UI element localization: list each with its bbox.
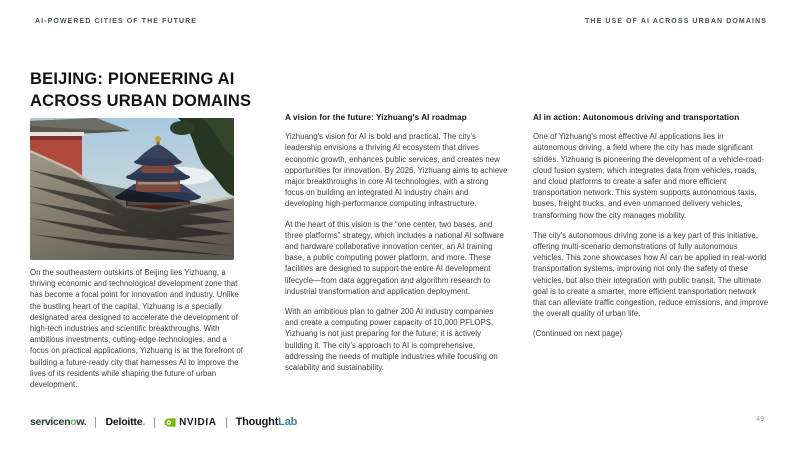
header-left-label: AI-POWERED CITIES OF THE FUTURE <box>35 18 198 25</box>
nvidia-eye-icon <box>164 418 176 427</box>
thoughtlab-lab: Lab <box>278 416 298 428</box>
continued-note: (Continued on next page) <box>533 329 623 339</box>
section-heading-vision: A vision for the future: Yizhuang's AI roadmap <box>285 113 467 122</box>
servicenow-text-end: w. <box>76 416 87 428</box>
nvidia-logo <box>164 417 217 428</box>
deloitte-text: Deloitte <box>105 416 143 428</box>
ai-action-column <box>533 112 769 349</box>
paragraph: The city's autonomous driving zone is a key part of this initiative, offering multi-scenario demonstrations of fully autonomous vehicles. This zone showcases how AI can be applied in real-world transportation systems, improving not only the safety of these vehicles, but also their integration with public transit. The ultimate goal is to create a smarter, more efficient transportation network that can alleviate traffic congestion, reduce emissions, and improve the overall quality of urban life. <box>533 230 769 319</box>
intro-paragraph: On the southeastern outskirts of Beijing lies Yizhuang, a thriving economic and technological development zone that has become a focal point for innovation and industry. Unlike the bustling heart of the capital, Yizhuang is a specially designated area designed to accelerate the development of high-tech industries and scientific breakthroughs. With ambitious investments, cutting-edge technologies, and a focus on practical applications, Yizhuang is at the forefront of building a future-ready city that harnesses AI to improve the lives of its residents while shaping the future of urban development. <box>30 268 243 390</box>
paragraph: At the heart of this vision is the “one center, two bases, and three platforms” strategy, which includes a national AI software and hardware collaborative innovation center, an AI training base, a public computing power platform, and more. These facilities are designed to support the entire AI development lifecycle—from data aggregation and algorithm research to industrial transformation and application deployment. <box>285 219 504 296</box>
intro-column <box>30 267 246 399</box>
servicenow-accent: o <box>70 416 77 428</box>
servicenow-text: servicen <box>30 416 71 428</box>
deloitte-logo <box>105 416 145 428</box>
deloitte-green-dot: . <box>142 416 146 428</box>
vision-column <box>285 112 508 382</box>
thoughtlab-logo <box>236 416 298 428</box>
paragraph: With an ambitious plan to gather 200 AI industry companies and create a computing power capacity of 10,000 PFLOPS, Yizhuang is not just preparing for the future; it is actively building it. The city's approach to AI is comprehensive, addressing the needs of multiple industries while focusing on scalability and sustainability. <box>285 307 498 373</box>
nvidia-text: NVIDIA <box>179 416 217 428</box>
logo-separator <box>154 417 155 428</box>
beijing-photo <box>30 118 234 260</box>
page-number: 49 <box>756 416 764 423</box>
logo-separator <box>95 417 96 428</box>
servicenow-logo <box>30 416 86 428</box>
paragraph: Yizhuang's vision for AI is bold and practical. The city's leadership envisions a thriving AI ecosystem that drives economic growth, enhances public services, and creates new opportunities for innovation. By 2026, Yizhuang aims to achieve major breakthroughs in core AI technologies, with a strong focus on building an integrated AI industry chain and developing high-performance computing infrastructure. <box>285 132 508 209</box>
header-right-label: THE USE OF AI ACROSS URBAN DOMAINS <box>585 18 767 25</box>
temple-of-heaven-illustration <box>30 118 234 260</box>
paragraph: One of Yizhuang's most effective AI applications lies in autonomous driving, a field where the city has made significant strides. Yizhuang is pioneering the development of a vehicle-road-cloud fusion system, which integrates data from vehicles, roads, and cloud platforms to create a safer and more efficient transportation network. This system supports autonomous taxis, buses, freight trucks, and even unmanned delivery vehicles, transforming how the city manages mobility. <box>533 132 765 220</box>
thoughtlab-thought: Thought <box>235 416 279 428</box>
partner-logos <box>30 414 297 430</box>
section-heading-ai-action: AI in action: Autonomous driving and transportation <box>533 113 740 122</box>
page-title: BEIJING: PIONEERING AI ACROSS URBAN DOMAINS <box>30 70 252 111</box>
logo-separator <box>226 417 227 428</box>
